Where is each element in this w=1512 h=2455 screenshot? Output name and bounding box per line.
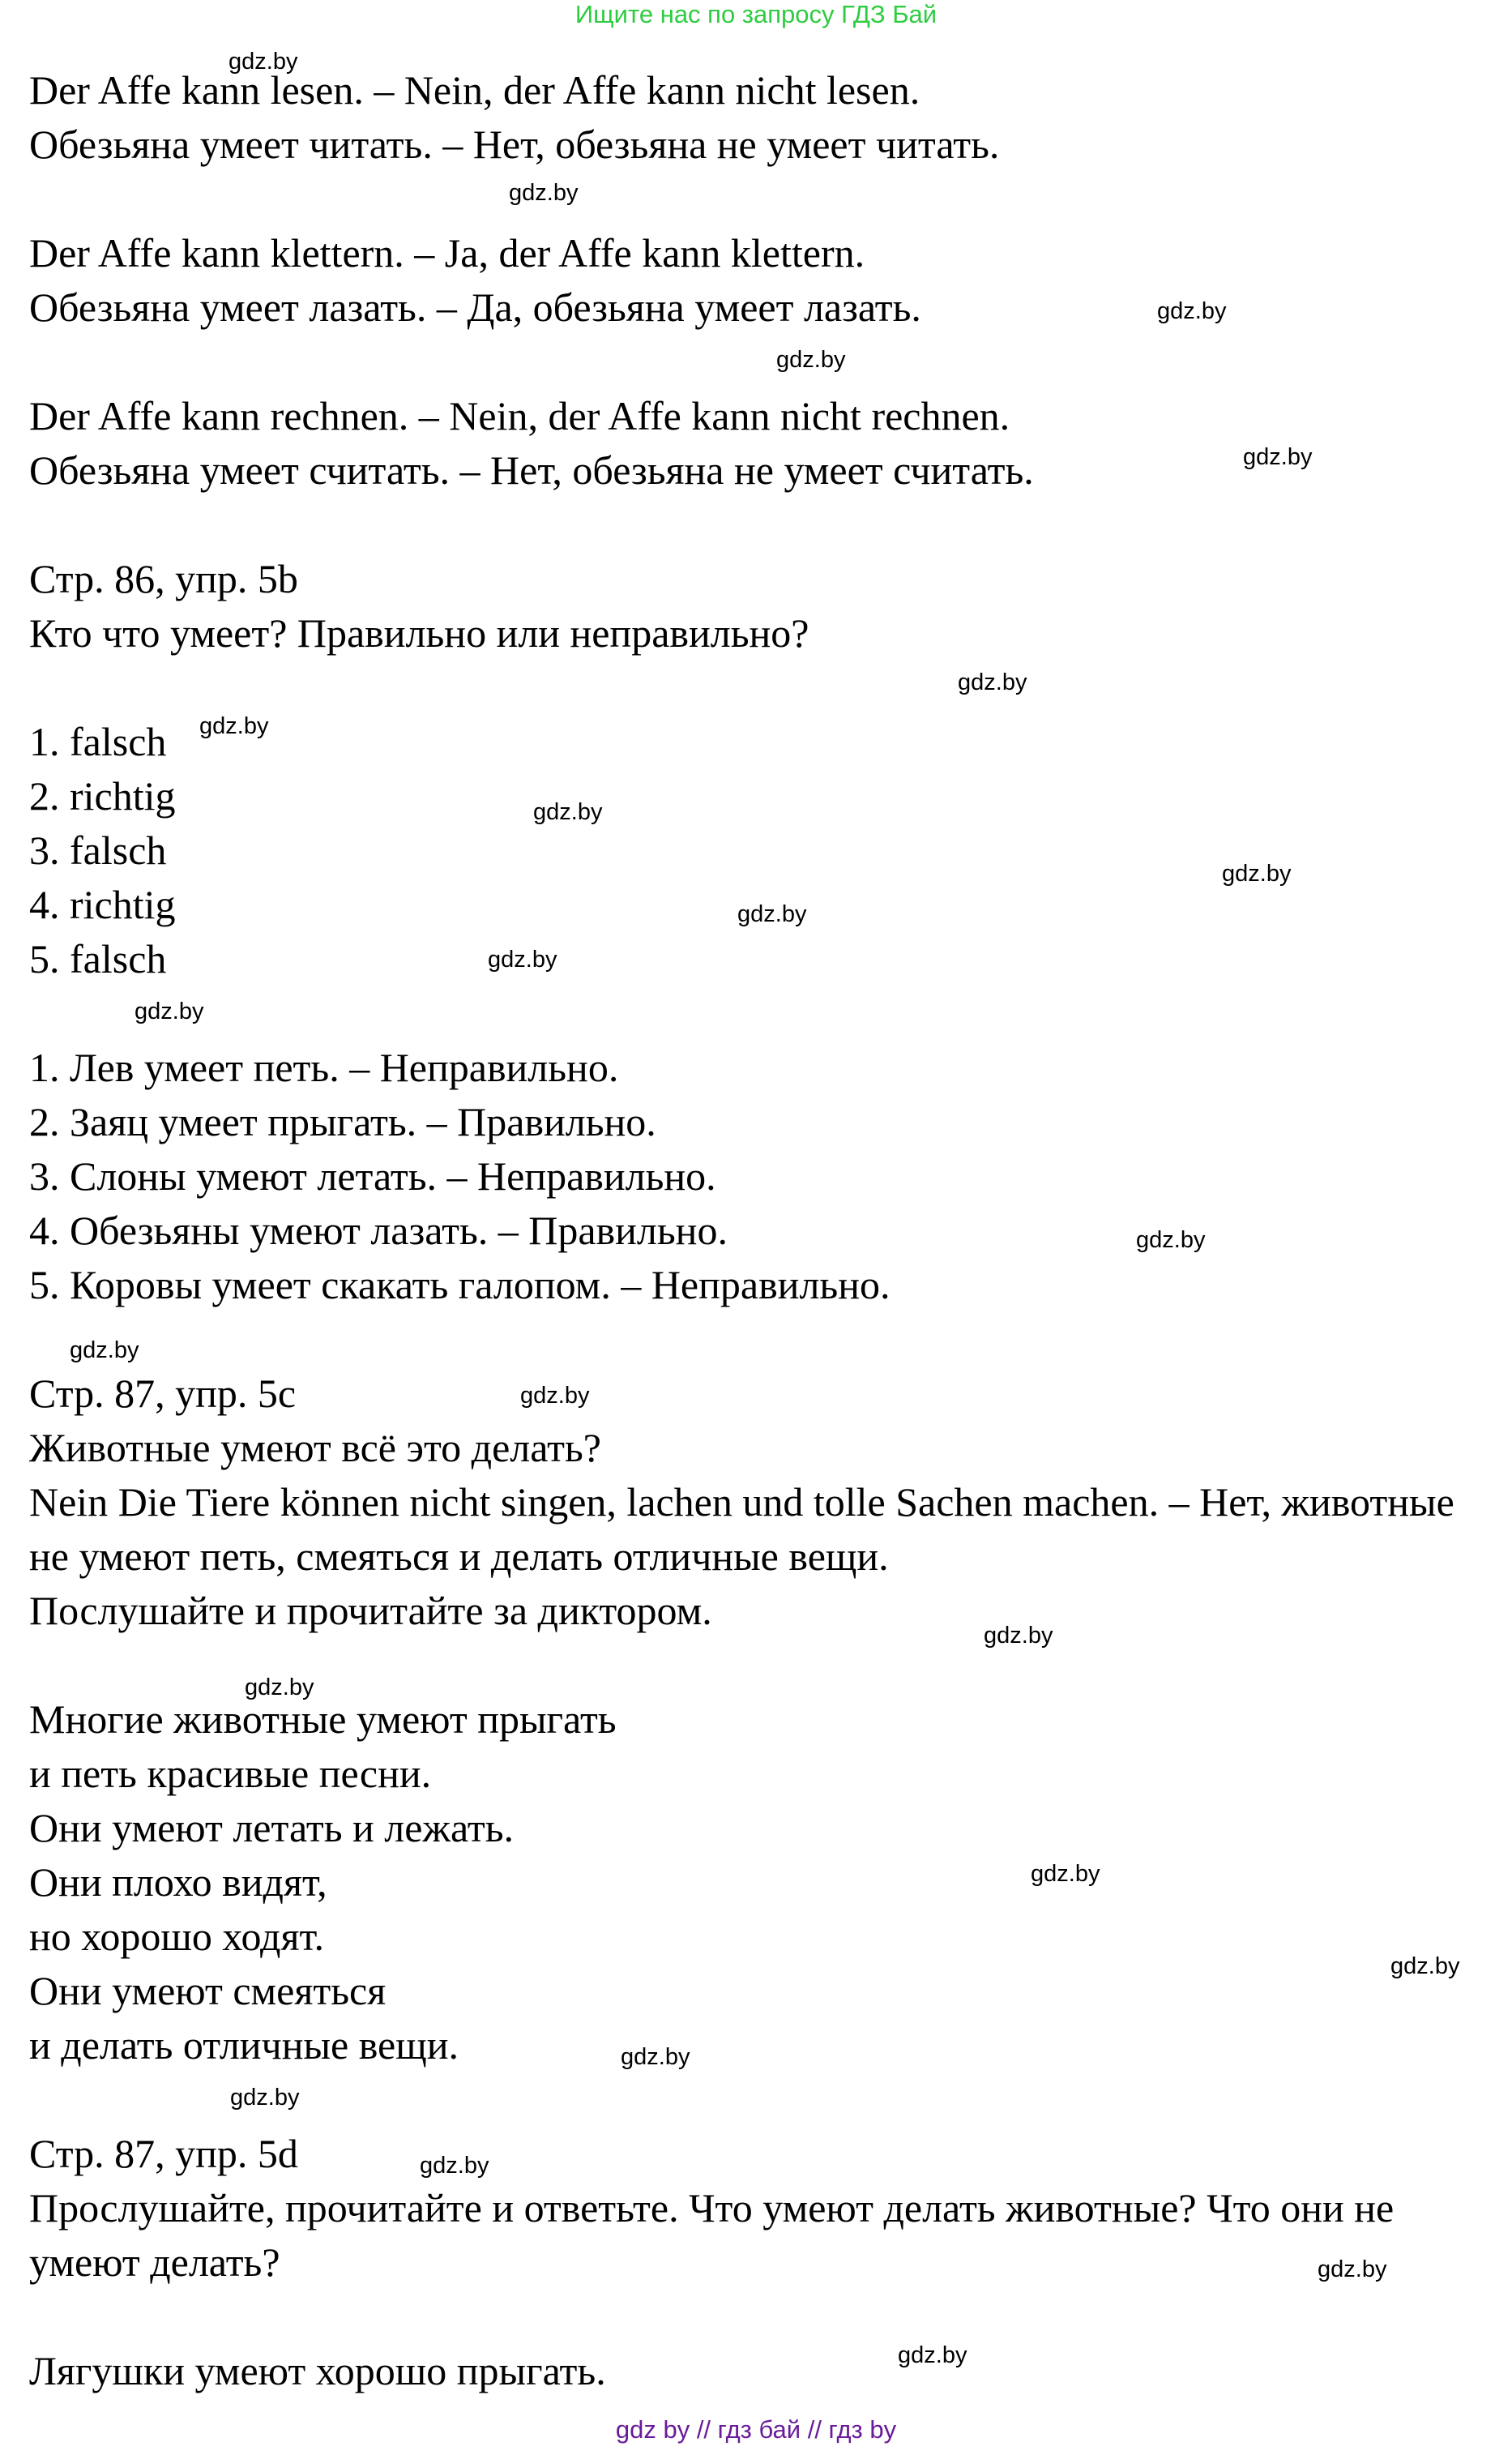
answer-paragraph: Nein Die Tiere können nicht singen, lachen und tolle Sachen machen. – Нет, животные не умеют петь, смеяться и делать отличные вещи.	[29, 1479, 1454, 1579]
text-line: Обезьяна умеет лазать. – Да, обезьяна умеет лазать.	[29, 284, 921, 330]
text-line: Der Affe kann rechnen. – Nein, der Affe kann nicht rechnen.	[29, 393, 1010, 438]
watermark-text: gdz.by	[1243, 444, 1313, 470]
watermark-text: gdz.by	[230, 2085, 300, 2111]
section-heading-5d	[29, 2127, 1496, 2290]
watermark-text: gdz.by	[1157, 298, 1227, 324]
poem-line: и делать отличные вещи.	[29, 2022, 459, 2068]
section-affe-rechnen	[29, 389, 1496, 498]
text-line: Обезьяна умеет считать. – Нет, обезьяна не умеет считать.	[29, 447, 1034, 493]
watermark-text: gdz.by	[984, 1623, 1053, 1649]
text-line: Der Affe kann lesen. – Nein, der Affe kann nicht lesen.	[29, 67, 920, 113]
watermark-text: gdz.by	[958, 669, 1027, 695]
list-item: 4. richtig	[29, 882, 176, 927]
watermark-text: gdz.by	[737, 901, 807, 927]
answer-list-ru	[29, 1041, 1496, 1312]
watermark-text: gdz.by	[1390, 1953, 1460, 1979]
watermark-text: gdz.by	[509, 180, 579, 206]
exercise-heading: Стр. 87, упр. 5c	[29, 1371, 297, 1416]
watermark-text: gdz.by	[776, 347, 846, 373]
list-item: 1. falsch	[29, 719, 167, 764]
list-item: 1. Лев умеет петь. – Неправильно.	[29, 1045, 619, 1090]
exercise-heading: Стр. 86, упр. 5b	[29, 556, 298, 601]
section-heading-5c	[29, 1367, 1496, 1638]
poem-line: и петь красивые песни.	[29, 1751, 432, 1796]
watermark-text: gdz.by	[135, 999, 204, 1024]
watermark-text: gdz.by	[898, 2342, 967, 2368]
watermark-text: gdz.by	[70, 1337, 139, 1363]
list-item: 4. Обезьяны умеют лазать. – Правильно.	[29, 1208, 728, 1253]
watermark-text: gdz.by	[520, 1383, 590, 1409]
list-item: 5. Коровы умеет скакать галопом. – Неправильно.	[29, 1262, 891, 1307]
list-item: 2. richtig	[29, 773, 176, 819]
poem-line: Они умеют летать и лежать.	[29, 1805, 514, 1850]
section-affe-lesen	[29, 63, 1496, 172]
list-item: 3. Слоны умеют летать. – Неправильно.	[29, 1153, 716, 1199]
watermark-text: gdz.by	[245, 1674, 314, 1700]
text-line: Обезьяна умеет читать. – Нет, обезьяна не умеет читать.	[29, 122, 1000, 167]
watermark-text: gdz.by	[229, 49, 298, 75]
text-line: Лягушки умеют хорошо прыгать.	[29, 2348, 606, 2393]
section-final	[29, 2344, 1496, 2398]
watermark-text: gdz.by	[488, 947, 557, 973]
exercise-question: Кто что умеет? Правильно или неправильно?	[29, 610, 809, 656]
poem-line: Они плохо видят,	[29, 1859, 327, 1905]
watermark-text: gdz.by	[533, 799, 603, 825]
section-heading-5b	[29, 552, 1496, 661]
list-item: 2. Заяц умеет прыгать. – Правильно.	[29, 1099, 656, 1144]
answer-list-de	[29, 715, 1496, 986]
exercise-question: Прослушайте, прочитайте и ответьте. Что умеют делать животные? Что они не умеют делать?	[29, 2185, 1395, 2285]
document-body	[29, 63, 1496, 2398]
watermark-text: gdz.by	[621, 2044, 690, 2070]
watermark-text: gdz.by	[1136, 1227, 1206, 1253]
poem-line: но хорошо ходят.	[29, 1914, 325, 1959]
list-item: 5. falsch	[29, 936, 167, 982]
watermark-text: gdz.by	[1318, 2256, 1387, 2282]
search-hint-banner: Ищите нас по запросу ГДЗ Бай	[574, 0, 938, 28]
instruction-line: Послушайте и прочитайте за диктором.	[29, 1588, 712, 1633]
exercise-heading: Стр. 87, упр. 5d	[29, 2131, 298, 2176]
section-affe-klettern	[29, 226, 1496, 335]
watermark-text: gdz.by	[420, 2153, 489, 2179]
watermark-text: gdz.by	[199, 713, 269, 739]
text-line: Der Affe kann klettern. – Ja, der Affe kann klettern.	[29, 230, 865, 276]
exercise-question: Животные умеют всё это делать?	[29, 1425, 601, 1470]
watermark-text: gdz.by	[1222, 861, 1292, 887]
poem-line: Многие животные умеют прыгать	[29, 1696, 617, 1742]
footer-banner: gdz by // гдз бай // гдз by	[615, 2415, 897, 2444]
watermark-text: gdz.by	[1031, 1861, 1100, 1887]
poem-block	[29, 1692, 1496, 2072]
list-item: 3. falsch	[29, 828, 167, 873]
poem-line: Они умеют смеяться	[29, 1968, 387, 2013]
